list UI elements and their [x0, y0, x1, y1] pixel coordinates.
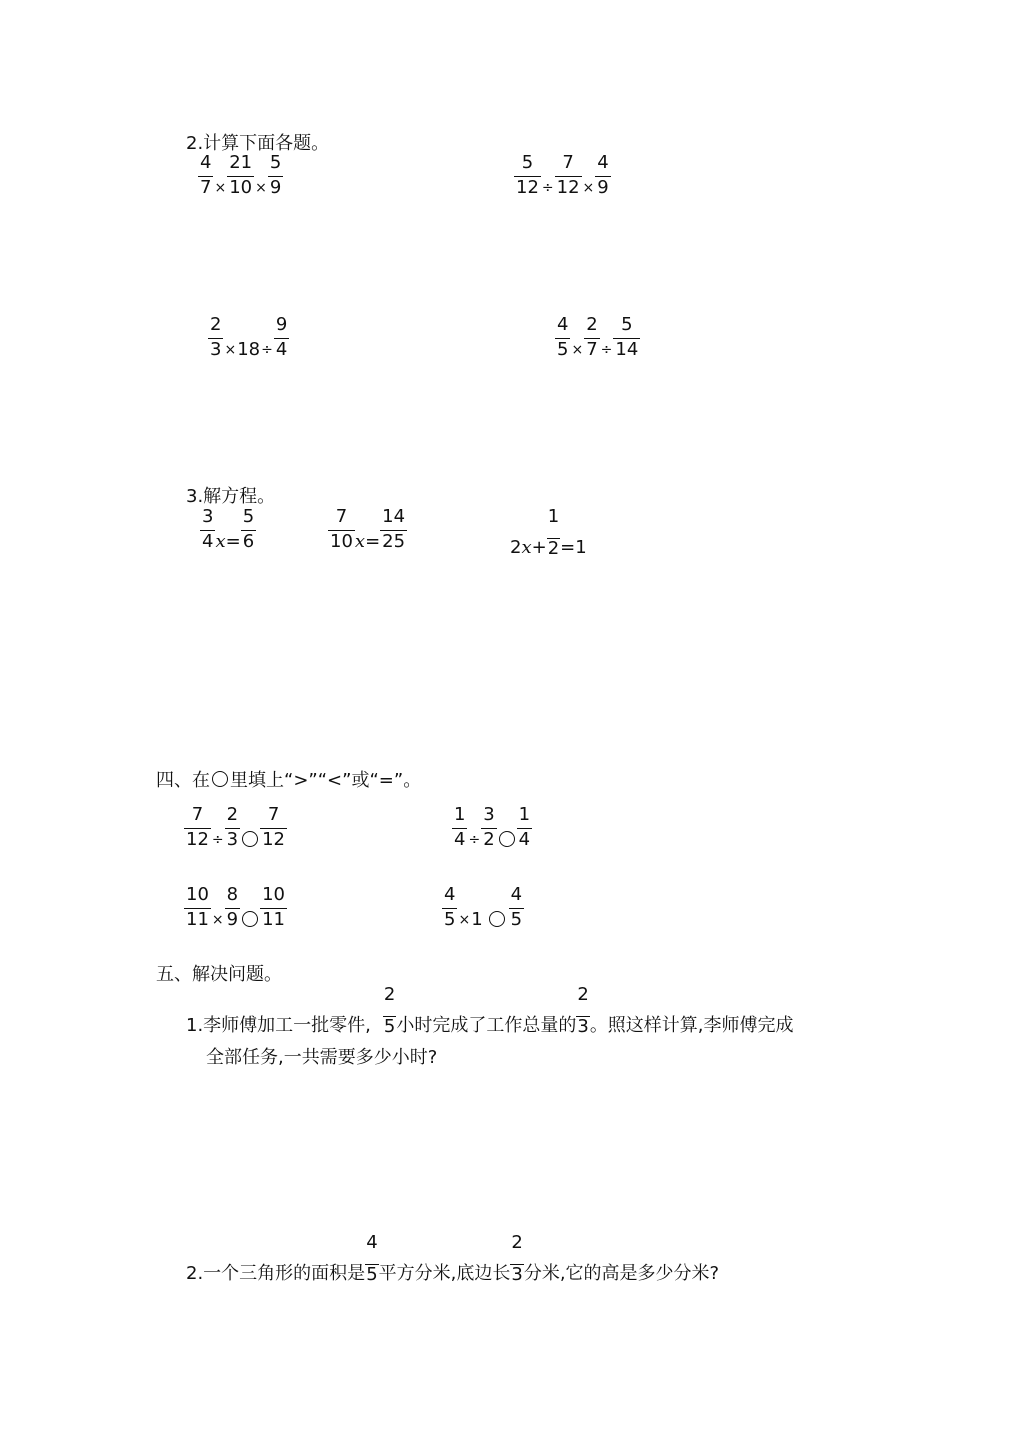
calc-expression-3: $\frac{2}{3}$ × 18 ÷ $\frac{9}{4}$ [210, 314, 288, 360]
fraction: $\frac{4}{7}$ [200, 152, 212, 198]
compare-circle-input[interactable] [499, 831, 515, 847]
fraction: $\frac{7}{10}$ [330, 506, 353, 552]
calc-expression-2: $\frac{5}{12}$ ÷ $\frac{7}{12}$ × $\frac{4}{9}$ [516, 152, 609, 198]
fraction: $\frac{1}{4}$ [518, 804, 531, 850]
fraction: $\frac{5}{6}$ [242, 506, 255, 552]
compare-circle-input[interactable] [242, 831, 258, 847]
fraction: $\frac{3}{4}$ [202, 506, 214, 552]
problem-1-line-2: 全部任务,一共需要多少小时? [206, 1047, 438, 1068]
calc-expression-1: $\frac{4}{7}$ × $\frac{21}{10}$ × $\frac{5}{9}$ [200, 152, 282, 198]
fraction: $\frac{2}{7}$ [586, 314, 598, 360]
fraction: $\frac{21}{10}$ [229, 152, 253, 198]
compare-item-4: $\frac{4}{5}$ × 1 $\frac{4}{5}$ [444, 884, 523, 930]
fraction: $\frac{14}{25}$ [382, 506, 406, 552]
calc-expression-4: $\frac{4}{5}$ × $\frac{2}{7}$ ÷ $\frac{5}{14}$ [557, 314, 639, 360]
fraction: $\frac{1}{4}$ [454, 804, 466, 850]
fraction: $\frac{4}{5}$ [444, 884, 456, 930]
fraction: $\frac{2}{3}$ [210, 314, 222, 360]
fraction: $\frac{5}{14}$ [615, 314, 639, 360]
fraction: $\frac{2}{3}$ [577, 984, 589, 1037]
fraction: $\frac{4}{5}$ [557, 314, 569, 360]
fraction: $\frac{1}{2}$ [547, 506, 560, 559]
calc-title: 2.计算下面各题。 [186, 133, 330, 154]
compare-item-3: $\frac{10}{11}$ × $\frac{8}{9}$ $\frac{10}{11}$ [186, 884, 285, 930]
fraction: $\frac{7}{12}$ [186, 804, 209, 850]
fraction: $\frac{9}{4}$ [275, 314, 288, 360]
fraction: $\frac{4}{5}$ [510, 884, 523, 930]
fraction: $\frac{8}{9}$ [226, 884, 239, 930]
equation-1: $\frac{3}{4}$ x = $\frac{5}{6}$ [202, 506, 255, 552]
equation-3: 2 x + $\frac{1}{2}$ =1 [510, 506, 587, 559]
fraction: $\frac{3}{2}$ [483, 804, 495, 850]
circle-blank-icon [212, 771, 228, 787]
fraction: $\frac{4}{9}$ [597, 152, 609, 198]
fraction: $\frac{5}{12}$ [516, 152, 539, 198]
fraction: $\frac{2}{3}$ [226, 804, 239, 850]
compare-title: 四、在 里填上“>”“<”或“=”。 [156, 770, 422, 791]
compare-circle-input[interactable] [242, 911, 258, 927]
fraction: $\frac{4}{5}$ [366, 1232, 378, 1285]
fraction: $\frac{10}{11}$ [186, 884, 209, 930]
equations-title: 3.解方程。 [186, 486, 276, 507]
compare-item-2: $\frac{1}{4}$ ÷ $\frac{3}{2}$ $\frac{1}{4}$ [454, 804, 531, 850]
problem-2: 2.一个三角形的面积是 $\frac{4}{5}$ 平方分米,底边长 $\frac{2}{3}$ 分米,它的高是多少分米? [186, 1232, 720, 1285]
equation-2: $\frac{7}{10}$ x = $\frac{14}{25}$ [330, 506, 406, 552]
problem-1: 1.李师傅加工一批零件, $\frac{2}{5}$ 小时完成了工作总量的 $\frac{2}{3}$ 。照这样计算,李师傅完成 全部任务,一共需要多少小时? [186, 984, 794, 1068]
fraction: $\frac{2}{5}$ [383, 984, 396, 1037]
fraction: $\frac{7}{12}$ [262, 804, 285, 850]
compare-circle-input[interactable] [489, 911, 505, 927]
fraction: $\frac{7}{12}$ [556, 152, 580, 198]
problems-title: 五、解决问题。 [156, 964, 282, 985]
compare-item-1: $\frac{7}{12}$ ÷ $\frac{2}{3}$ $\frac{7}{12}$ [186, 804, 285, 850]
fraction: $\frac{5}{9}$ [269, 152, 282, 198]
fraction: $\frac{2}{3}$ [511, 1232, 523, 1285]
fraction: $\frac{10}{11}$ [262, 884, 285, 930]
